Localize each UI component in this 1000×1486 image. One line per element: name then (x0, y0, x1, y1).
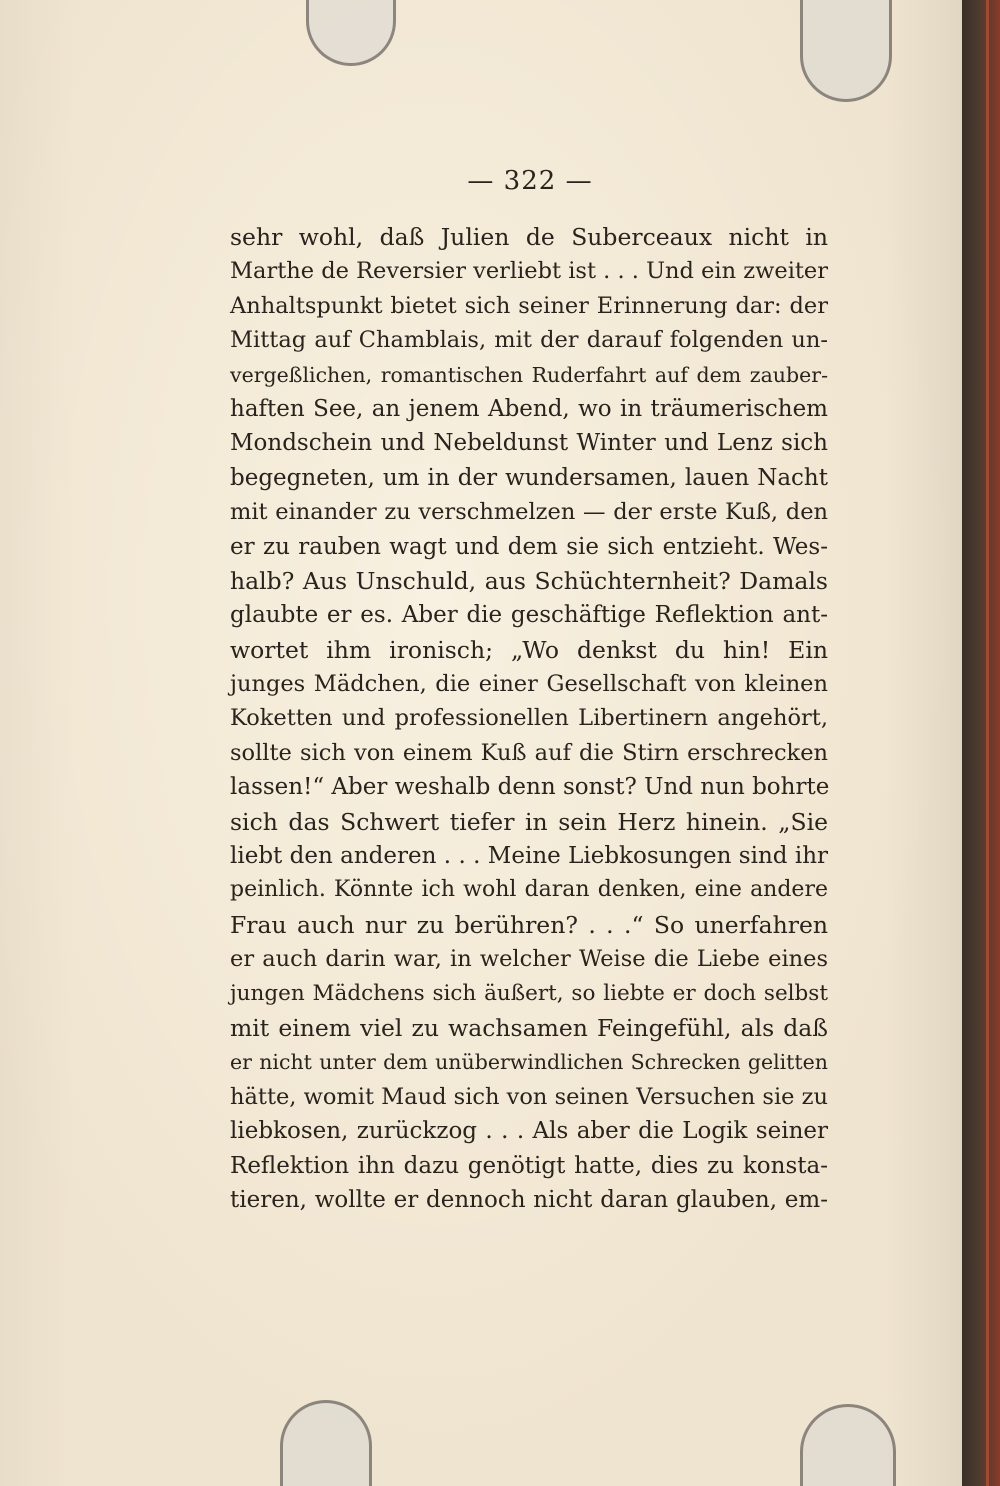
text-line: liebkosen, zurückzog . . . Als aber die Logik seiner (230, 1118, 828, 1145)
body-text (230, 220, 828, 1217)
text-line: vergeßlichen, romantischen Ruderfahrt auf dem zauber- (230, 362, 828, 387)
page-number-header: — 322 — (467, 166, 593, 196)
book-cover-edge (962, 0, 1000, 1486)
cover-edge-line (986, 0, 989, 1486)
text-line: Anhaltspunkt bietet sich seiner Erinnerung dar: der (230, 292, 828, 319)
text-line: wortet ihm ironisch; „Wo denkst du hin! Ein (230, 635, 828, 664)
text-line: hätte, womit Maud sich von seinen Versuchen sie zu (230, 1083, 828, 1110)
text-line: sehr wohl, daß Julien de Suberceaux nicht in (230, 223, 828, 251)
text-line: Mittag auf Chamblais, mit der darauf folgenden un- (230, 327, 828, 354)
text-line: junges Mädchen, die einer Gesellschaft von kleinen (230, 671, 828, 698)
text-line: sollte sich von einem Kuß auf die Stirn erschrecken (230, 739, 828, 766)
text-line: haften See, an jenem Abend, wo in träumerischem (230, 395, 828, 422)
text-line: begegneten, um in der wundersamen, lauen Nacht (230, 464, 828, 491)
text-line: Koketten und professionellen Libertinern angehört, (230, 705, 828, 732)
text-line: sich das Schwert tiefer in sein Herz hinein. „Sie (230, 807, 828, 836)
text-line: mit einander zu verschmelzen — der erste Kuß, den (230, 499, 828, 526)
text-line: Mondschein und Nebeldunst Winter und Lenz sich (230, 430, 828, 457)
text-line: er auch darin war, in welcher Weise die Liebe eines (230, 946, 828, 973)
text-line: halb? Aus Unschuld, aus Schüchternheit? Damals (230, 566, 828, 595)
text-line: Reflektion ihn dazu genötigt hatte, dies zu konsta- (230, 1152, 828, 1179)
text-line: Frau auch nur zu berühren? . . .“ So unerfahren (230, 910, 828, 939)
text-line: peinlich. Könnte ich wohl daran denken, eine andere (230, 877, 828, 903)
text-line: liebt den anderen . . . Meine Liebkosungen sind ihr (230, 843, 828, 870)
text-line: mit einem viel zu wachsamen Feingefühl, als daß (230, 1013, 828, 1042)
text-line: tieren, wollte er dennoch nicht daran glauben, em- (230, 1186, 828, 1213)
page-clip-bottom-left (280, 1400, 372, 1486)
page-clip-top-right (800, 0, 892, 102)
text-line: er zu rauben wagt und dem sie sich entzieht. Wes- (230, 533, 828, 560)
text-line: Marthe de Reversier verliebt ist . . . Und ein zweiter (230, 258, 828, 285)
text-line: lassen!“ Aber weshalb denn sonst? Und nun bohrte (230, 774, 830, 801)
text-line: jungen Mädchens sich äußert, so liebte er doch selbst (230, 980, 828, 1006)
text-line: er nicht unter dem unüberwindlichen Schrecken gelitten (230, 1050, 828, 1075)
text-line: glaubte er es. Aber die geschäftige Reflektion ant- (230, 602, 828, 629)
